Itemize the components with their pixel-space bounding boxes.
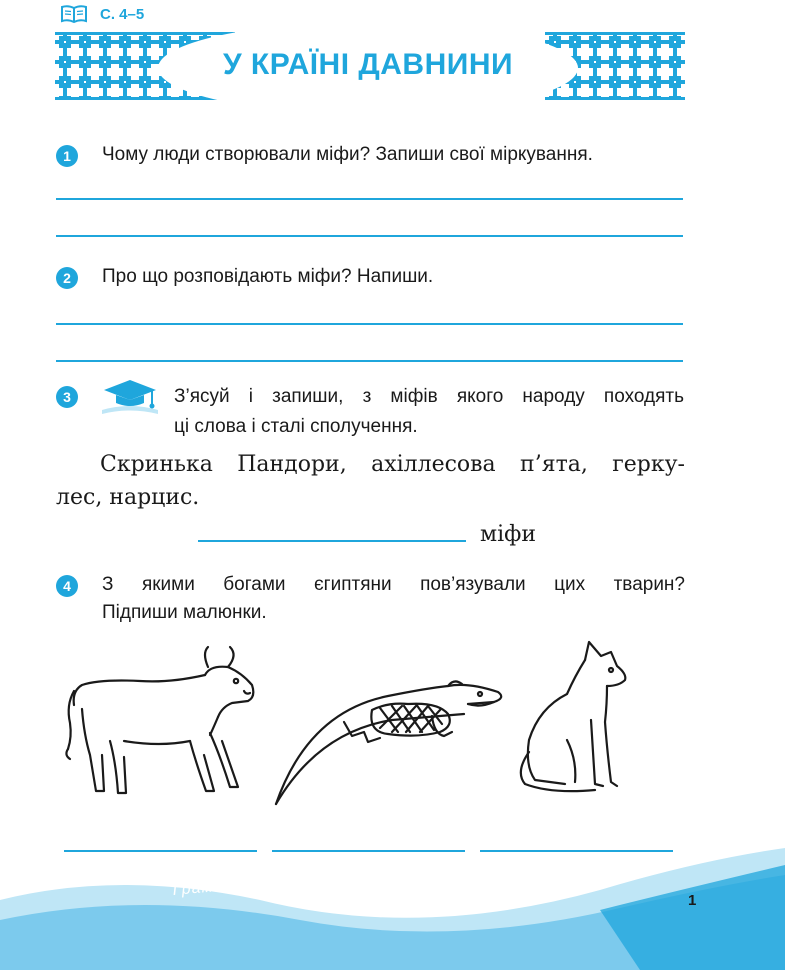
task-4-text-line2: Підпиши малюнки. (102, 602, 267, 623)
cat-illustration (515, 640, 645, 800)
answer-line[interactable] (56, 235, 683, 237)
footer-wave (0, 830, 785, 970)
graduation-cap-icon (100, 376, 160, 416)
task-4-text-line1: З якими богами єгиптяни пов’язували цих тварин? (102, 574, 685, 595)
task-3-words-line2: лес, нарцис. (56, 485, 200, 510)
answer-line[interactable] (198, 540, 466, 542)
bull-illustration (60, 645, 260, 805)
page-ref-text: С. 4–5 (100, 5, 145, 23)
task-number-2: 2 (56, 267, 78, 289)
answer-line[interactable] (56, 360, 683, 362)
task-number-4: 4 (56, 575, 78, 597)
task-number-1: 1 (56, 145, 78, 167)
book-icon (60, 4, 88, 24)
crocodile-illustration (268, 672, 508, 812)
page-title: У КРАЇНІ ДАВНИНИ (222, 48, 514, 81)
task-2-text: Про що розповідають міфи? Напиши. (102, 266, 434, 287)
answer-suffix: міфи (480, 522, 537, 547)
task-number-3: 3 (56, 386, 78, 408)
task-3-text-line1: З’ясуй і запиши, з міфів якого народу походять (174, 386, 684, 407)
task-3-text-line2: ці слова і сталі сполучення. (174, 416, 418, 437)
footer-motto: Грамотний — видющий і на все тямущий. (172, 850, 530, 899)
task-3-words-line1: Скринька Пандори, ахіллесова п’ята, герку- (100, 452, 685, 477)
task-1-text: Чому люди створювали міфи? Запиши свої міркування. (102, 144, 593, 165)
answer-line[interactable] (56, 198, 683, 200)
answer-line[interactable] (56, 323, 683, 325)
page-reference (60, 4, 144, 24)
page-number: 1 (688, 892, 697, 909)
